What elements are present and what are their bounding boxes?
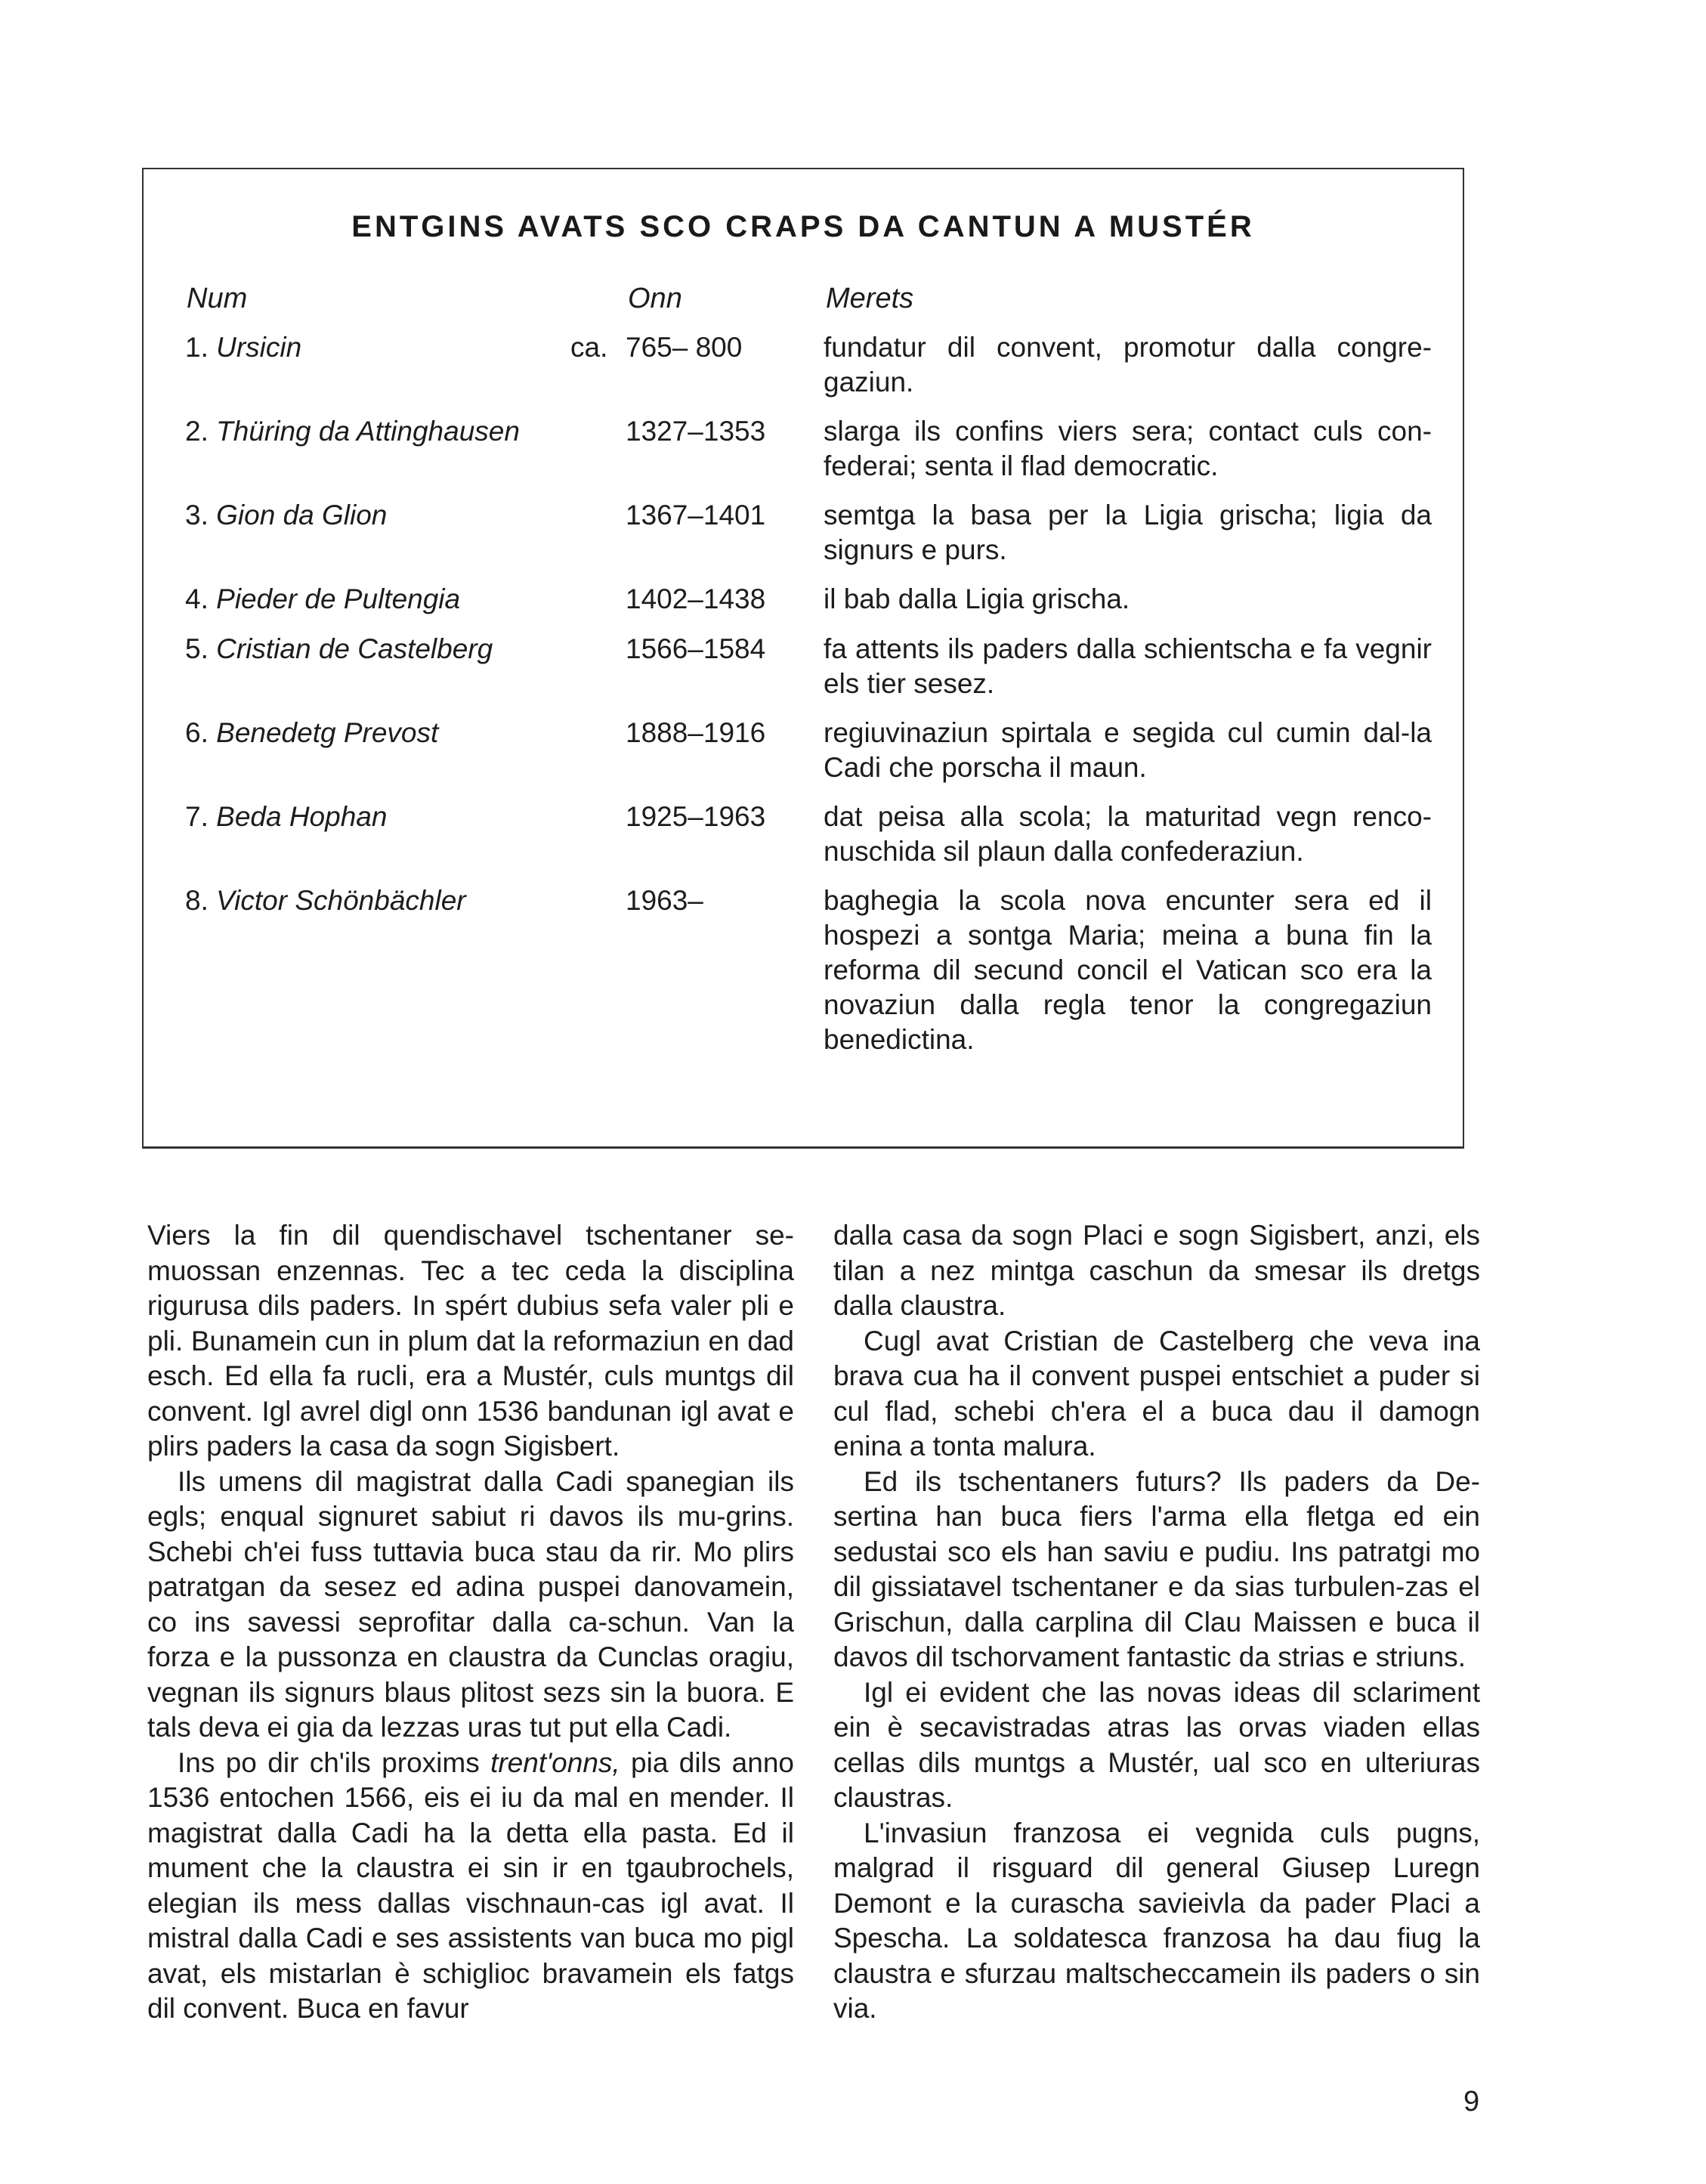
header-onn: Onn bbox=[628, 283, 682, 314]
abbot-merits: baghegia la scola nova encunter sera ed il hospezi a sontga Maria; meina a buna fin la reforma dil secund concil el Vatican sco era la novaziun dalla regla tenor la congregaziun benedictina. bbox=[824, 885, 1432, 1055]
abbot-name: 2. Thüring da Attinghausen bbox=[185, 416, 520, 447]
abbot-name: 4. Pieder de Pultengia bbox=[185, 583, 461, 614]
abbot-name: 6. Benedetg Prevost bbox=[185, 717, 439, 748]
abbot-years: 1566–1584 bbox=[626, 633, 766, 664]
abbot-years: 765– 800 bbox=[626, 332, 743, 363]
abbot-years: 1888–1916 bbox=[626, 717, 766, 748]
paragraph: Ed ils tschentaners futurs? Ils paders da De-sertina han buca fiers l'arma ella fletga ed ein sedustai sco els han saviu e pudiu. Ins patratgi mo dil gissiatavel tschentaner e da sias turbulen-zas el Grischun, dalla carplina dil Clau Maissen e buca il davos dil tschorvament fantastic da strias e striuns. bbox=[833, 1465, 1480, 1672]
page-number: 9 bbox=[1463, 2086, 1480, 2117]
body-column-right bbox=[833, 1218, 1480, 2027]
body-column-left bbox=[147, 1218, 794, 2027]
paragraph: dalla casa da sogn Placi e sogn Sigisbert, anzi, els tilan a nez mintga caschun da smesar ils dretgs dalla claustra. bbox=[833, 1220, 1480, 1321]
italic-term: trent'onns, bbox=[490, 1746, 620, 1778]
abbot-name: 5. Cristian de Castelberg bbox=[185, 633, 493, 664]
abbots-table-box bbox=[142, 168, 1464, 1149]
header-num: Num bbox=[187, 283, 248, 314]
paragraph: Ins po dir ch'ils proxims trent'onns, pia dils anno 1536 entochen 1566, eis ei iu da mal en mender. Il magistrat dalla Cadi ha la detta ella pasta. Ed il mument che la claustra ei sin ir en tgaubrochels, elegian ils mess dallas vischnaun-cas igl avat. Il mistral dalla Cadi e ses assistents van buca mo pigl avat, els mistarlan è schiglioc bravamein els fatgs dil convent. Buca en favur bbox=[147, 1746, 794, 2024]
abbot-merits: semtga la basa per la Ligia grischa; ligia da signurs e purs. bbox=[824, 500, 1432, 565]
paragraph: Viers la fin dil quendischavel tschentaner se-muossan enzennas. Tec a tec ceda la disciplina rigurusa dils paders. In spért dubius sefa valer pli e pli. Bunamein cun in plum dat la reformaziun en dad esch. Ed ella fa rucli, era a Mustér, culs muntgs dil convent. Igl avrel digl onn 1536 bandunan igl avat e plirs paders la casa da sogn Sigisbert. bbox=[147, 1220, 794, 1462]
abbot-years: 1963– bbox=[626, 885, 703, 916]
abbot-name: 1. Ursicin bbox=[185, 332, 302, 363]
header-merets: Merets bbox=[826, 283, 914, 314]
paragraph: L'invasiun franzosa ei vegnida culs pugns, malgrad il risguard dil general Giusep Luregn Demont e la curascha savieivla da pader Placi a Spescha. La soldatesca franzosa ha dau fiug la claustra e sfurzau maltscheccamein ils paders o sin via. bbox=[833, 1817, 1480, 2024]
abbot-name: 7. Beda Hophan bbox=[185, 801, 388, 832]
circa-label: ca. bbox=[570, 332, 608, 363]
paragraph: Igl ei evident che las novas ideas dil sclariment ein è secavistradas atras las orvas viaden ellas cellas dils muntgs a Mustér, ual sco en ulteriuras claustras. bbox=[833, 1676, 1480, 1813]
abbot-years: 1367–1401 bbox=[626, 500, 766, 531]
abbot-merits: il bab dalla Ligia grischa. bbox=[824, 583, 1130, 614]
abbot-name: 3. Gion da Glion bbox=[185, 500, 388, 531]
abbot-years: 1402–1438 bbox=[626, 583, 766, 614]
abbot-merits: regiuvinaziun spirtala e segida cul cumin dal-la Cadi che porscha il maun. bbox=[824, 717, 1432, 783]
paragraph: Ils umens dil magistrat dalla Cadi spanegian ils egls; enqual signuret sabiut ri davos ils mu-grins. Schebi ch'ei fuss tuttavia buca stau da rir. Mo plirs patratgan da sesez ed adina puspei danovamein, co ins savessi seprofitar dalla ca-schun. Van la forza e la pussonza en claustra da Cunclas oragiu, vegnan ils signurs blaus plitost sezs sin la buora. E tals deva ei gia da lezzas uras tut put ella Cadi. bbox=[147, 1465, 794, 1743]
abbot-merits: dat peisa alla scola; la maturitad vegn renco-nuschida sil plaun dalla confederaziun. bbox=[824, 801, 1432, 867]
abbot-name: 8. Victor Schönbächler bbox=[185, 885, 466, 916]
abbot-merits: slarga ils confins viers sera; contact culs con-federai; senta il flad democratic. bbox=[824, 416, 1432, 481]
abbot-years: 1327–1353 bbox=[626, 416, 766, 447]
abbot-merits: fa attents ils paders dalla schientscha e fa vegnir els tier sesez. bbox=[824, 633, 1432, 699]
abbot-merits: fundatur dil convent, promotur dalla congre-gaziun. bbox=[824, 332, 1432, 398]
paragraph: Cugl avat Cristian de Castelberg che veva ina brava cua ha il convent puspei entschiet a puder si cul flad, schebi ch'era el a buca dau il damogn enina a tonta malura. bbox=[833, 1325, 1480, 1462]
table-title: ENTGINS AVATS SCO CRAPS DA CANTUN A MUSTÉR bbox=[351, 210, 1255, 243]
abbot-years: 1925–1963 bbox=[626, 801, 766, 832]
